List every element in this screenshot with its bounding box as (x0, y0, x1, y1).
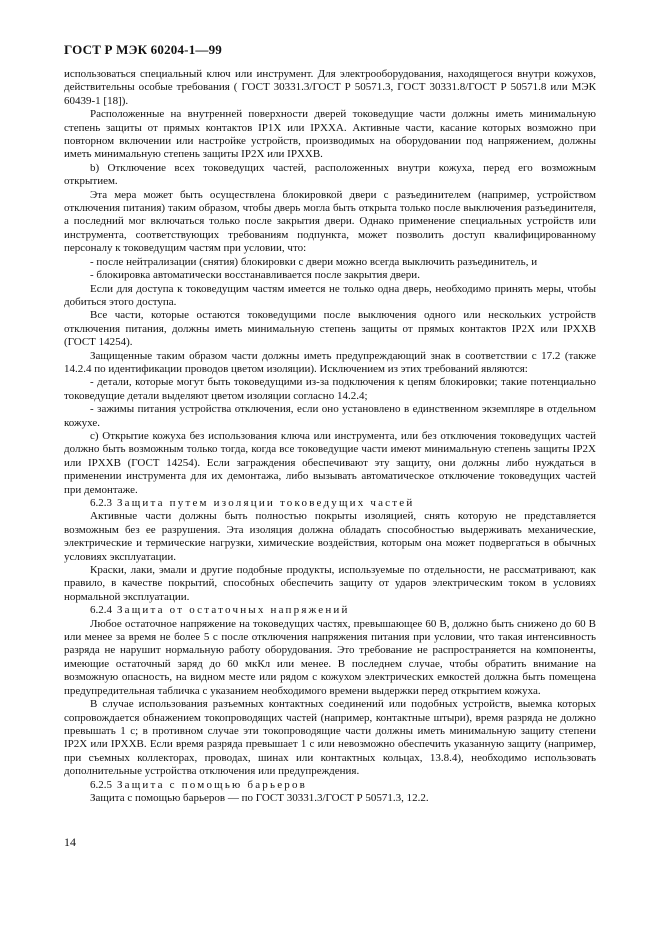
section-title: Защита с помощью барьеров (116, 778, 308, 791)
paragraph: Краски, лаки, эмали и другие подобные продукты, используемые по отдельности, не рассматривают, как правило, в качестве покрытий, способных обеспечить защиту от ударов электрическим током в условиях нормальной эксплуатации. (64, 564, 596, 603)
paragraph: В случае использования разъемных контактных соединений или подобных устройств, выемка которых сопровождается обнажением токопроводящих частей (например, контактные штыри), время разряда не должно превышать 1 с; в противном случае эти токопроводящие части должны иметь минимальную защиту степени IP2X или IPXXB. Если время разряда превышает 1 с или невозможно обеспечить указанную защиту (например, при съемных коллекторах, проводах, шинах или контактных кольцах, 13.8.4), необходимо использовать дополнительные устройства отключения или предупреждения. (64, 698, 596, 778)
paragraph: Активные части должны быть полностью покрыты изоляцией, снять которую не представляется возможным без ее разрушения. Эта изоляция должна обладать способностью выдерживать механические, электрические и термические нагрузки, химические воздействия, которым она может подвергаться в обычных условиях эксплуатации. (64, 510, 596, 563)
paragraph: Расположенные на внутренней поверхности дверей токоведущие части должны иметь минимальную степень защиты от прямых контактов IP1X или IPXXA. Активные части, касание которых возможно при повторном включении или настройке устройств, производимых на оборудовании под напряжением, должны иметь минимальную степень защиты IP2X или IPXXB. (64, 108, 596, 161)
list-item: - детали, которые могут быть токоведущими из-за подключения к цепям блокировки; такие потенциально токоведущие детали выделяют цветом изоляции согласно 14.2.4; (64, 376, 596, 402)
paragraph: Защита с помощью барьеров — по ГОСТ 30331.3/ГОСТ Р 50571.3, 12.2. (90, 791, 429, 804)
list-item: - зажимы питания устройства отключения, если оно установлено в единственном экземпляре в отдельном кожухе. (64, 403, 596, 429)
section-title: Защита от остаточных напряжений (116, 604, 350, 617)
section-heading-6-2-5 (64, 779, 596, 792)
paragraph: Если для доступа к токоведущим частям имеется не только одна дверь, необходимо принять меры, чтобы добиться этого доступа. (64, 282, 596, 308)
document-header: ГОСТ Р МЭК 60204-1—99 (64, 42, 223, 57)
section-number: 6.2.3 (90, 497, 112, 509)
paragraph: использоваться специальный ключ или инструмент. Для электрооборудования, находящегося внутри кожухов, действительны особые требования ( ГОСТ 30331.3/ГОСТ Р 50571.3, ГОСТ 30331.8/ГОСТ Р 50571.8 или МЭК 60439-1 [18]). (64, 68, 596, 107)
section-heading-6-2-3 (64, 497, 596, 510)
page-number: 14 (64, 835, 76, 849)
paragraph: Все части, которые остаются токоведущими после выключения одного или нескольких устройств отключения питания, должны иметь минимальную степень защиты от прямых контактов IP2X или IPXXB (ГОСТ 14254). (64, 309, 596, 349)
paragraph: Любое остаточное напряжение на токоведущих частях, превышающее 60 В, должно быть снижено до 60 В или менее за время не более 5 с после отключения напряжения питания при условии, что такая интенсивность разряда не нарушит нормальную работу оборудования. Это требование не распространяется на компоненты, имеющие остаточный заряд до 60 мкКл или менее. В последнем случае, чтобы обратить внимание на возможную опасность, на видном месте или рядом с кожухом электрических емкостей должна быть помещена предупредительная табличка с указанием необходимого времени выдержки перед открытием кожуха. (64, 617, 596, 697)
section-number: 6.2.5 (90, 778, 112, 791)
section-heading-6-2-4 (64, 604, 596, 617)
section-number: 6.2.4 (90, 604, 112, 617)
list-item: - после нейтрализации (снятия) блокировки с двери можно всегда выключить разъединитель, и (90, 255, 538, 268)
paragraph: b) Отключение всех токоведущих частей, расположенных внутри кожуха, перед его возможным открытием. (64, 161, 596, 188)
document-body (64, 68, 596, 805)
list-item: - блокировка автоматически восстанавливается после закрытия двери. (90, 269, 420, 282)
paragraph: Защищенные таким образом части должны иметь предупреждающий знак в соответствии с 17.2 (также 14.2.4 по идентификации проводов цветом изоляции). Исключением из этих требований являются: (64, 349, 596, 375)
section-title: Защита путем изоляции токоведущих частей (116, 497, 415, 509)
paragraph: Эта мера может быть осуществлена блокировкой двери с разъединителем (например, устройством отключения питания) таким образом, чтобы дверь могла быть открыта только после выключения разъединителя, а последний мог включаться только после закрытия двери. Однако применение специальных устройств или инструмента, соответствующих требованиям подпункта, может позволить доступ квалифицированному персоналу к токоведущим частям при условии, что: (64, 188, 596, 255)
paragraph: c) Открытие кожуха без использования ключа или инструмента, или без отключения токоведущих частей должно быть возможным только тогда, когда все токоведущие части имеют минимальную степень защиты IP2X или IPXXB (ГОСТ 14254). Если заграждения обеспечивают эту защиту, они должны либо нуждаться в применении инструмента для их демонтажа, либо вызывать автоматическое отключение токоведущих частей при демонтаже. (64, 429, 596, 496)
